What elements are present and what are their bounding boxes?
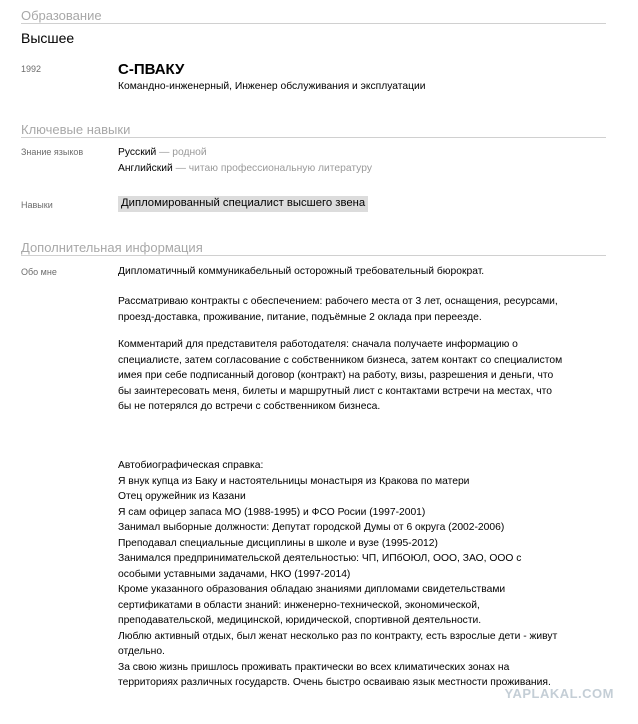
about-paragraph-3 [118,337,588,415]
text-line: Занимал выборные должности: Депутат городской Думы от 6 округа (2002-2006) [118,522,505,533]
education-level: Высшее [21,30,75,46]
about-label: Обо мне [21,267,57,277]
skills-label: Навыки [21,200,53,210]
text-line: Я сам офицер запаса МО (1988-1995) и ФСО Росии (1997-2001) [118,506,426,518]
text-line: особыми уставными задачами, НКО (1997-2014) [118,568,351,580]
language-level: — родной [159,147,207,158]
education-institution: С-ПВАКУ [118,61,185,78]
text-line: бы не потерялся до встречи с собственником бизнеса. [118,401,381,412]
languages-label: Знание языков [21,147,84,157]
about-paragraph-4 [118,458,588,691]
text-line: имея при себе подписанный договор (контракт) на работу, визы, разрешения и деньги, что [118,370,554,381]
text-line: Комментарий для представителя работодателя: сначала получаете информацию о [118,339,518,350]
text-line: Кроме указанного образования обладаю знаниями дипломами свидетельствами [118,584,506,595]
site-watermark: YAPLAKAL.COM [504,686,614,701]
text-line: Люблю активный отдых, был женат несколько раз по контракту, есть взрослые дети - живут [118,630,558,642]
language-item-english [118,161,372,176]
language-level: — читаю профессиональную литературу [175,163,372,174]
language-name: Русский [118,147,157,158]
text-line: Занимался предпринимательской деятельностью: ЧП, ИПбОЮЛ, ООО, ЗАО, ООО с [118,553,522,564]
text-line: сертификатами в области знаний: инженерно-технической, экономической, [118,599,480,611]
text-line: Я внук купца из Баку и настоятельницы монастыря из Кракова по матери [118,475,470,487]
text-line: Отец оружейник из Казани [118,491,246,502]
text-line: Преподавал специальные дисциплины в школе и вузе (1995-2012) [118,537,438,549]
section-title-additional: Дополнительная информация [21,240,606,256]
language-name: Английский [118,163,173,174]
text-line: отдельно. [118,646,165,657]
text-line: Дипломатичный коммуникабельный осторожный требовательный бюрократ. [118,266,485,277]
text-line: территориях различных государств. Очень быстро осваиваю язык местности проживания. [118,677,551,688]
text-line: За свою жизнь пришлось проживать практически во всех климатических зонах на [118,661,510,673]
section-title-skills: Ключевые навыки [21,122,606,138]
about-paragraph-2 [118,294,588,325]
text-line: бы заинтересовать меня, билеты и маршрутный лист с контактами встречи на местах, что [118,385,552,397]
about-paragraph-1 [118,264,588,280]
language-item-russian [118,145,207,160]
text-line: проезд-доставка, проживание, питание, подъёмные 2 оклада при переезде. [118,311,482,323]
text-line: Автобиографическая справка: [118,460,264,471]
text-line: Рассматриваю контракты с обеспечением: рабочего места от 3 лет, оснащения, ресурсами, [118,296,558,307]
education-year: 1992 [21,64,42,74]
text-line: преподавательской, медицинской, юридической, спортивной деятельности. [118,615,482,626]
skill-tag: Дипломированный специалист высшего звена [118,196,368,212]
text-line: специалисте, затем согласование с собственником бизнеса, затем контакт со специалистом [118,354,563,366]
section-title-education: Образование [21,8,606,24]
education-specialty: Командно-инженерный, Инженер обслуживания и эксплуатации [118,81,426,92]
